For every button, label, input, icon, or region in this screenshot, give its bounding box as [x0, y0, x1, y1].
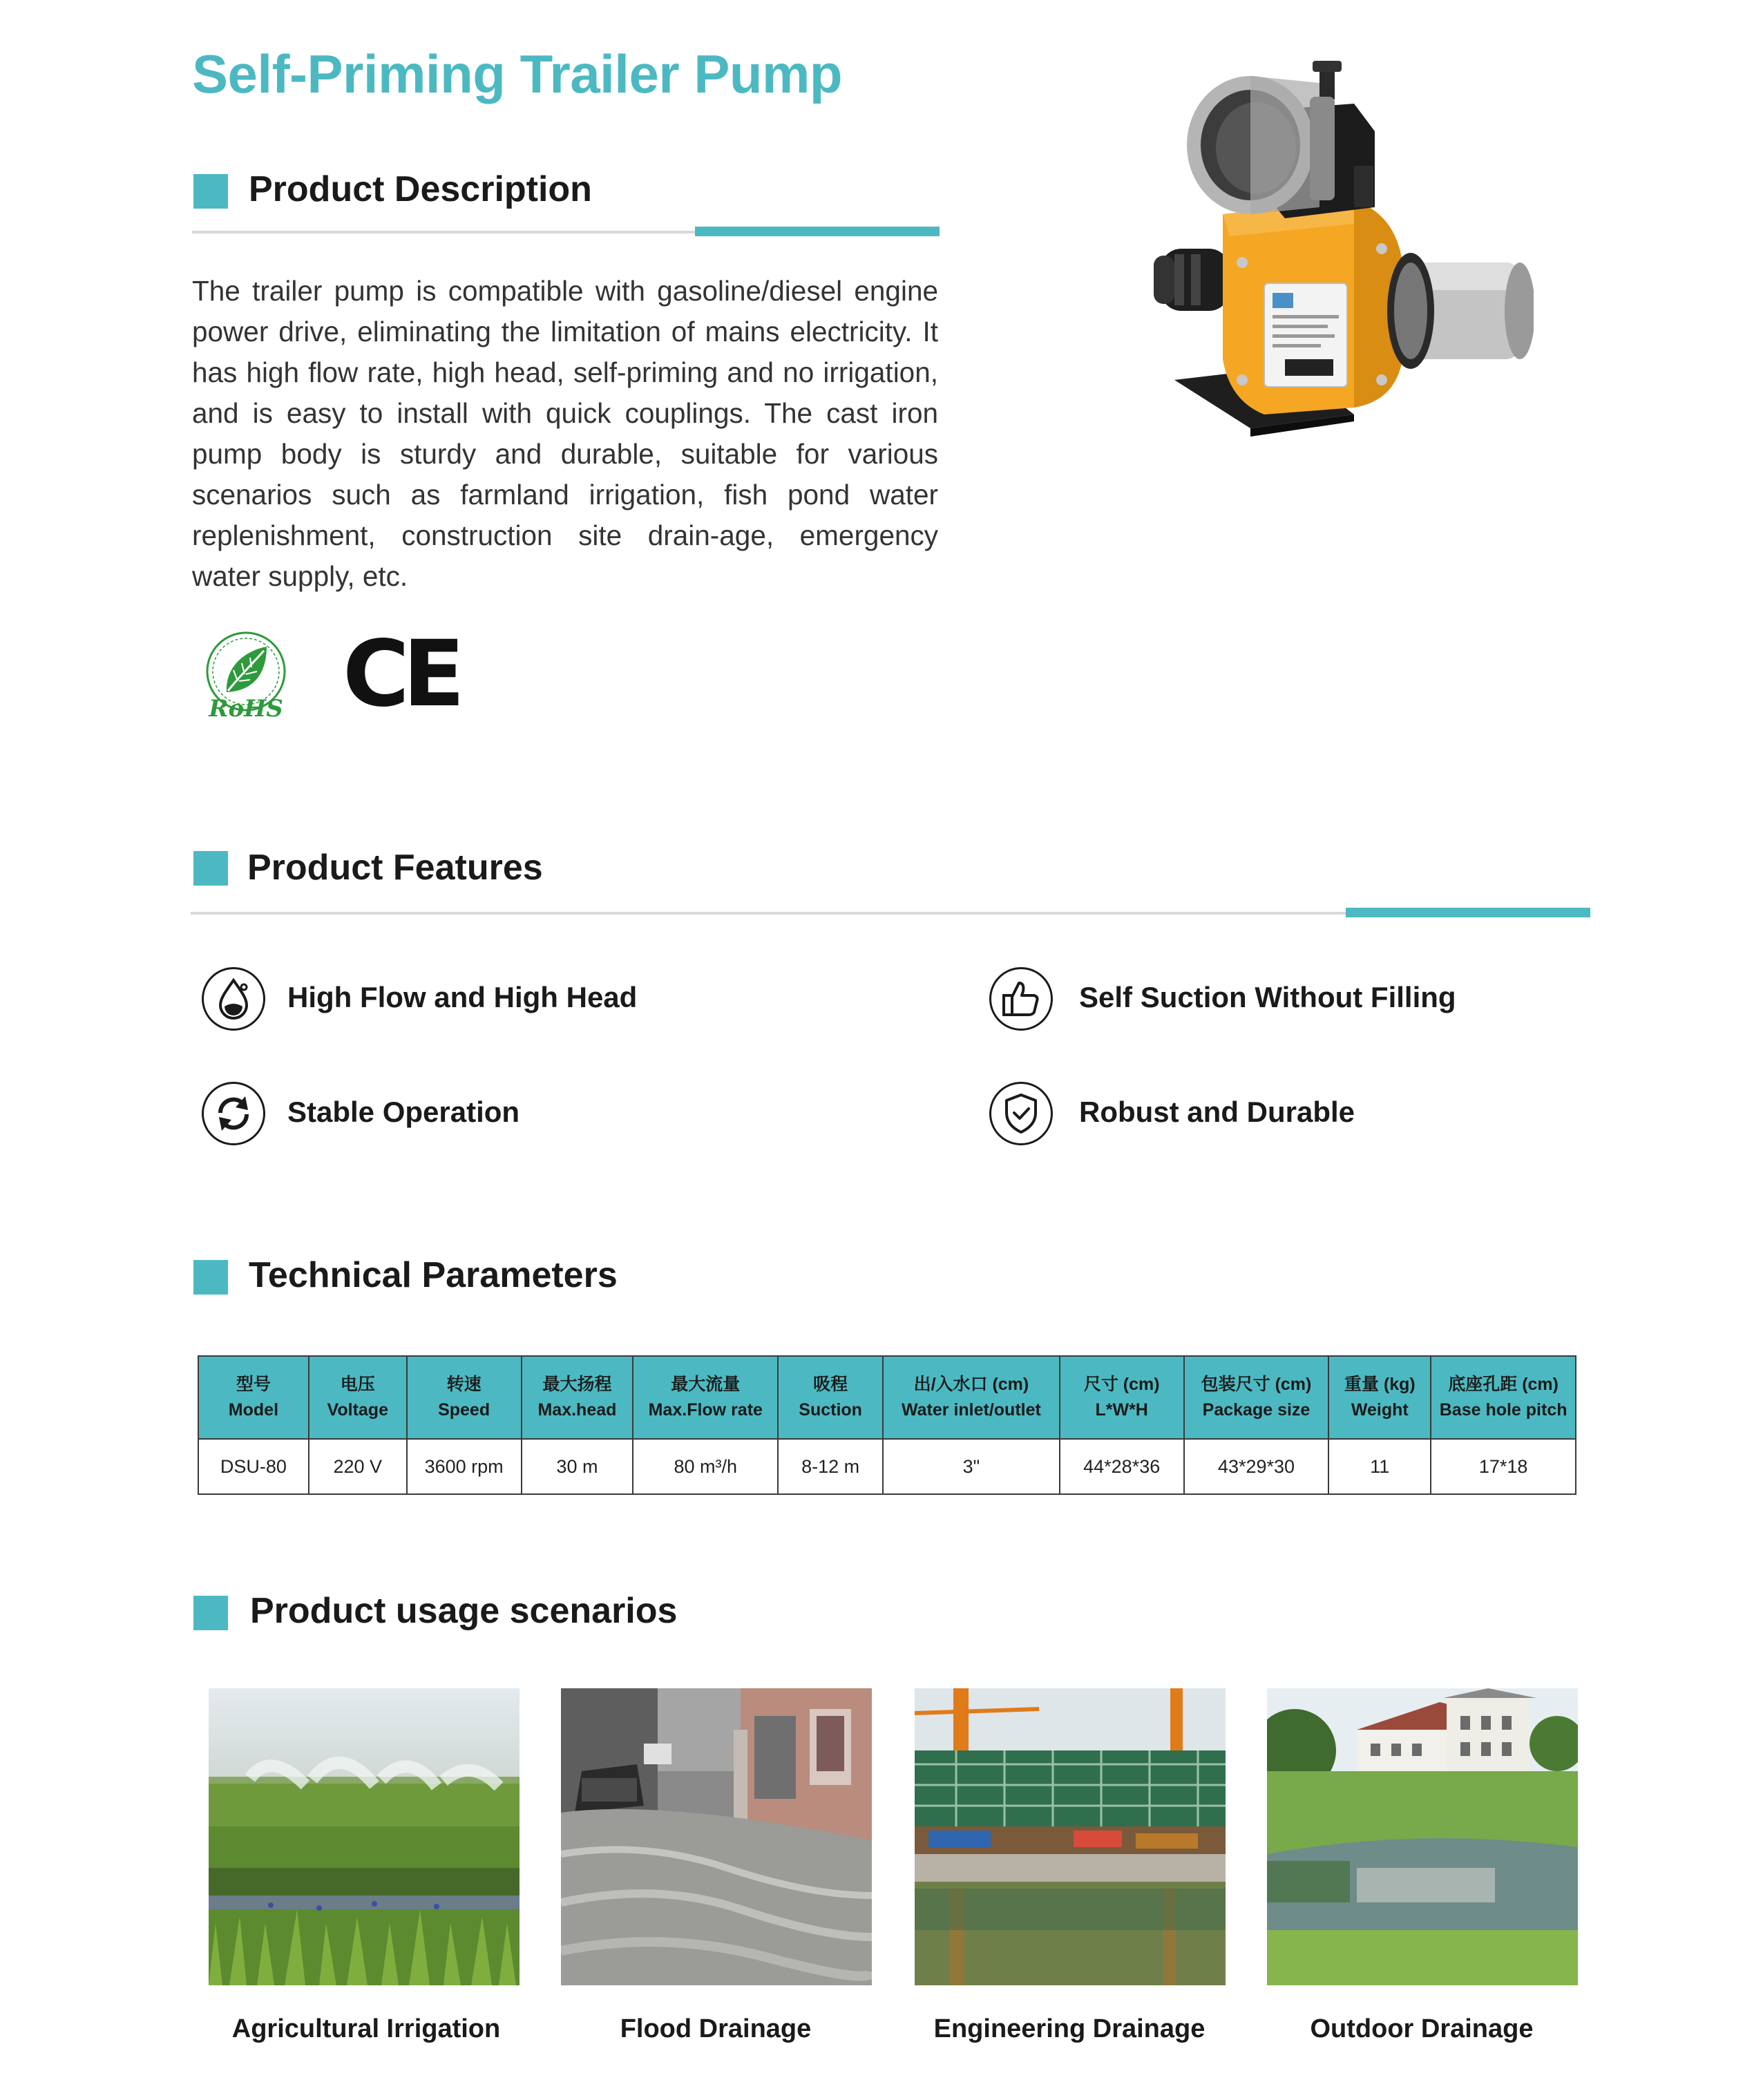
- section-marker-features: [193, 851, 228, 886]
- feature-label-stable-operation: Stable Operation: [287, 1096, 520, 1128]
- product-image: [1147, 55, 1534, 442]
- scenario-image-outdoor: [1267, 1688, 1578, 1985]
- refresh-icon: [202, 1082, 265, 1145]
- table-header-cell: [198, 1356, 309, 1439]
- page-title: Self-Priming Trailer Pump: [192, 44, 843, 104]
- header-en-label: Weight: [1351, 1400, 1409, 1420]
- header-en-label: L*W*H: [1095, 1400, 1148, 1420]
- feature-label-self-suction: Self Suction Without Filling: [1079, 981, 1456, 1013]
- header-cn-label: 出/入水口 (cm): [913, 1375, 1029, 1394]
- scenarios-heading: Product usage scenarios: [250, 1591, 678, 1631]
- header-cn-label: 包装尺寸 (cm): [1201, 1375, 1312, 1394]
- table-cell: 44*28*36: [1060, 1439, 1184, 1494]
- header-cn-label: 转速: [446, 1375, 482, 1394]
- header-en-label: Speed: [438, 1400, 490, 1420]
- scenario-image-engineering: [915, 1688, 1226, 1985]
- header-en-label: Max.Flow rate: [648, 1400, 763, 1420]
- table-header-cell: [1184, 1356, 1329, 1439]
- table-header-cell: [407, 1356, 522, 1439]
- header-en-label: Max.head: [537, 1400, 617, 1420]
- table-cell: 43*29*30: [1184, 1439, 1329, 1494]
- table-header-cell: [633, 1356, 778, 1439]
- header-cn-label: 型号: [236, 1375, 271, 1394]
- parameters-heading: Technical Parameters: [249, 1255, 618, 1295]
- table-cell: 3600 rpm: [407, 1439, 522, 1494]
- header-en-label: Water inlet/outlet: [901, 1400, 1041, 1420]
- header-cn-label: 最大扬程: [542, 1375, 612, 1394]
- scenario-image-agricultural: [209, 1688, 520, 1985]
- header-en-label: Base hole pitch: [1439, 1400, 1567, 1420]
- header-en-label: Package size: [1202, 1400, 1311, 1420]
- scenario-caption-flood: Flood Drainage: [620, 2014, 812, 2043]
- table-cell: 30 m: [522, 1439, 633, 1494]
- section-marker-scenarios: [193, 1596, 228, 1630]
- table-header-cell: [1328, 1356, 1431, 1439]
- water-drop-icon: [202, 967, 265, 1031]
- table-header-cell: [1431, 1356, 1576, 1439]
- scenario-image-flood: [561, 1688, 872, 1985]
- header-cn-label: 最大流量: [671, 1375, 741, 1394]
- header-cn-label: 重量 (kg): [1344, 1375, 1416, 1394]
- header-en-label: Suction: [799, 1400, 862, 1420]
- table-cell: 3": [883, 1439, 1060, 1494]
- section-marker-description: [193, 174, 228, 209]
- section-marker-parameters: [193, 1260, 228, 1295]
- table-cell: 17*18: [1431, 1439, 1576, 1494]
- table-row: [198, 1439, 1576, 1494]
- description-text: The trailer pump is compatible with gasoline/diesel engine power drive, eliminating the limitation of mains electricity. It has high flow rate, high head, self-priming and no irrigation, and is easy to install with quick couplings. The cast iron pump body is sturdy and durable, suitable for various scenarios such as farmland irrigation, fish pond water replenishment, construction site drain-age, emergency water supply, etc.: [192, 275, 938, 592]
- table-header-cell: [778, 1356, 883, 1439]
- table-header-cell: [522, 1356, 633, 1439]
- features-accent-bar: [1346, 908, 1590, 917]
- rohs-logo: [198, 629, 294, 725]
- shield-check-icon: [989, 1082, 1053, 1145]
- feature-label-robust: Robust and Durable: [1079, 1096, 1355, 1128]
- description-accent-bar: [695, 227, 940, 236]
- table-cell: 80 m³/h: [633, 1439, 778, 1494]
- table-header-cell: [309, 1356, 407, 1439]
- table-cell: 11: [1328, 1439, 1431, 1494]
- header-cn-label: 吸程: [813, 1375, 848, 1394]
- header-en-label: Model: [228, 1400, 279, 1420]
- table-cell: 220 V: [309, 1439, 407, 1494]
- feature-label-high-flow: High Flow and High Head: [287, 981, 638, 1013]
- table-header-cell: [883, 1356, 1060, 1439]
- thumbs-up-icon: [989, 967, 1053, 1031]
- header-cn-label: 底座孔距 (cm): [1448, 1375, 1559, 1394]
- table-header-row: [198, 1356, 1576, 1439]
- pump-illustration: [1147, 55, 1534, 442]
- header-cn-label: 尺寸 (cm): [1083, 1375, 1160, 1394]
- scenario-caption-engineering: Engineering Drainage: [933, 2014, 1205, 2043]
- parameters-table: [198, 1355, 1576, 1495]
- header-en-label: Voltage: [327, 1400, 388, 1420]
- table-cell: 8-12 m: [778, 1439, 883, 1494]
- features-heading: Product Features: [247, 848, 543, 888]
- scenario-caption-outdoor: Outdoor Drainage: [1310, 2014, 1534, 2043]
- table-header-cell: [1060, 1356, 1184, 1439]
- ce-mark: CE: [343, 621, 459, 727]
- scenario-caption-agricultural: Agricultural Irrigation: [231, 2014, 501, 2043]
- rohs-label: RoHS: [209, 695, 283, 723]
- table-cell: DSU-80: [198, 1439, 309, 1494]
- header-cn-label: 电压: [340, 1375, 375, 1394]
- description-heading: Product Description: [249, 169, 592, 209]
